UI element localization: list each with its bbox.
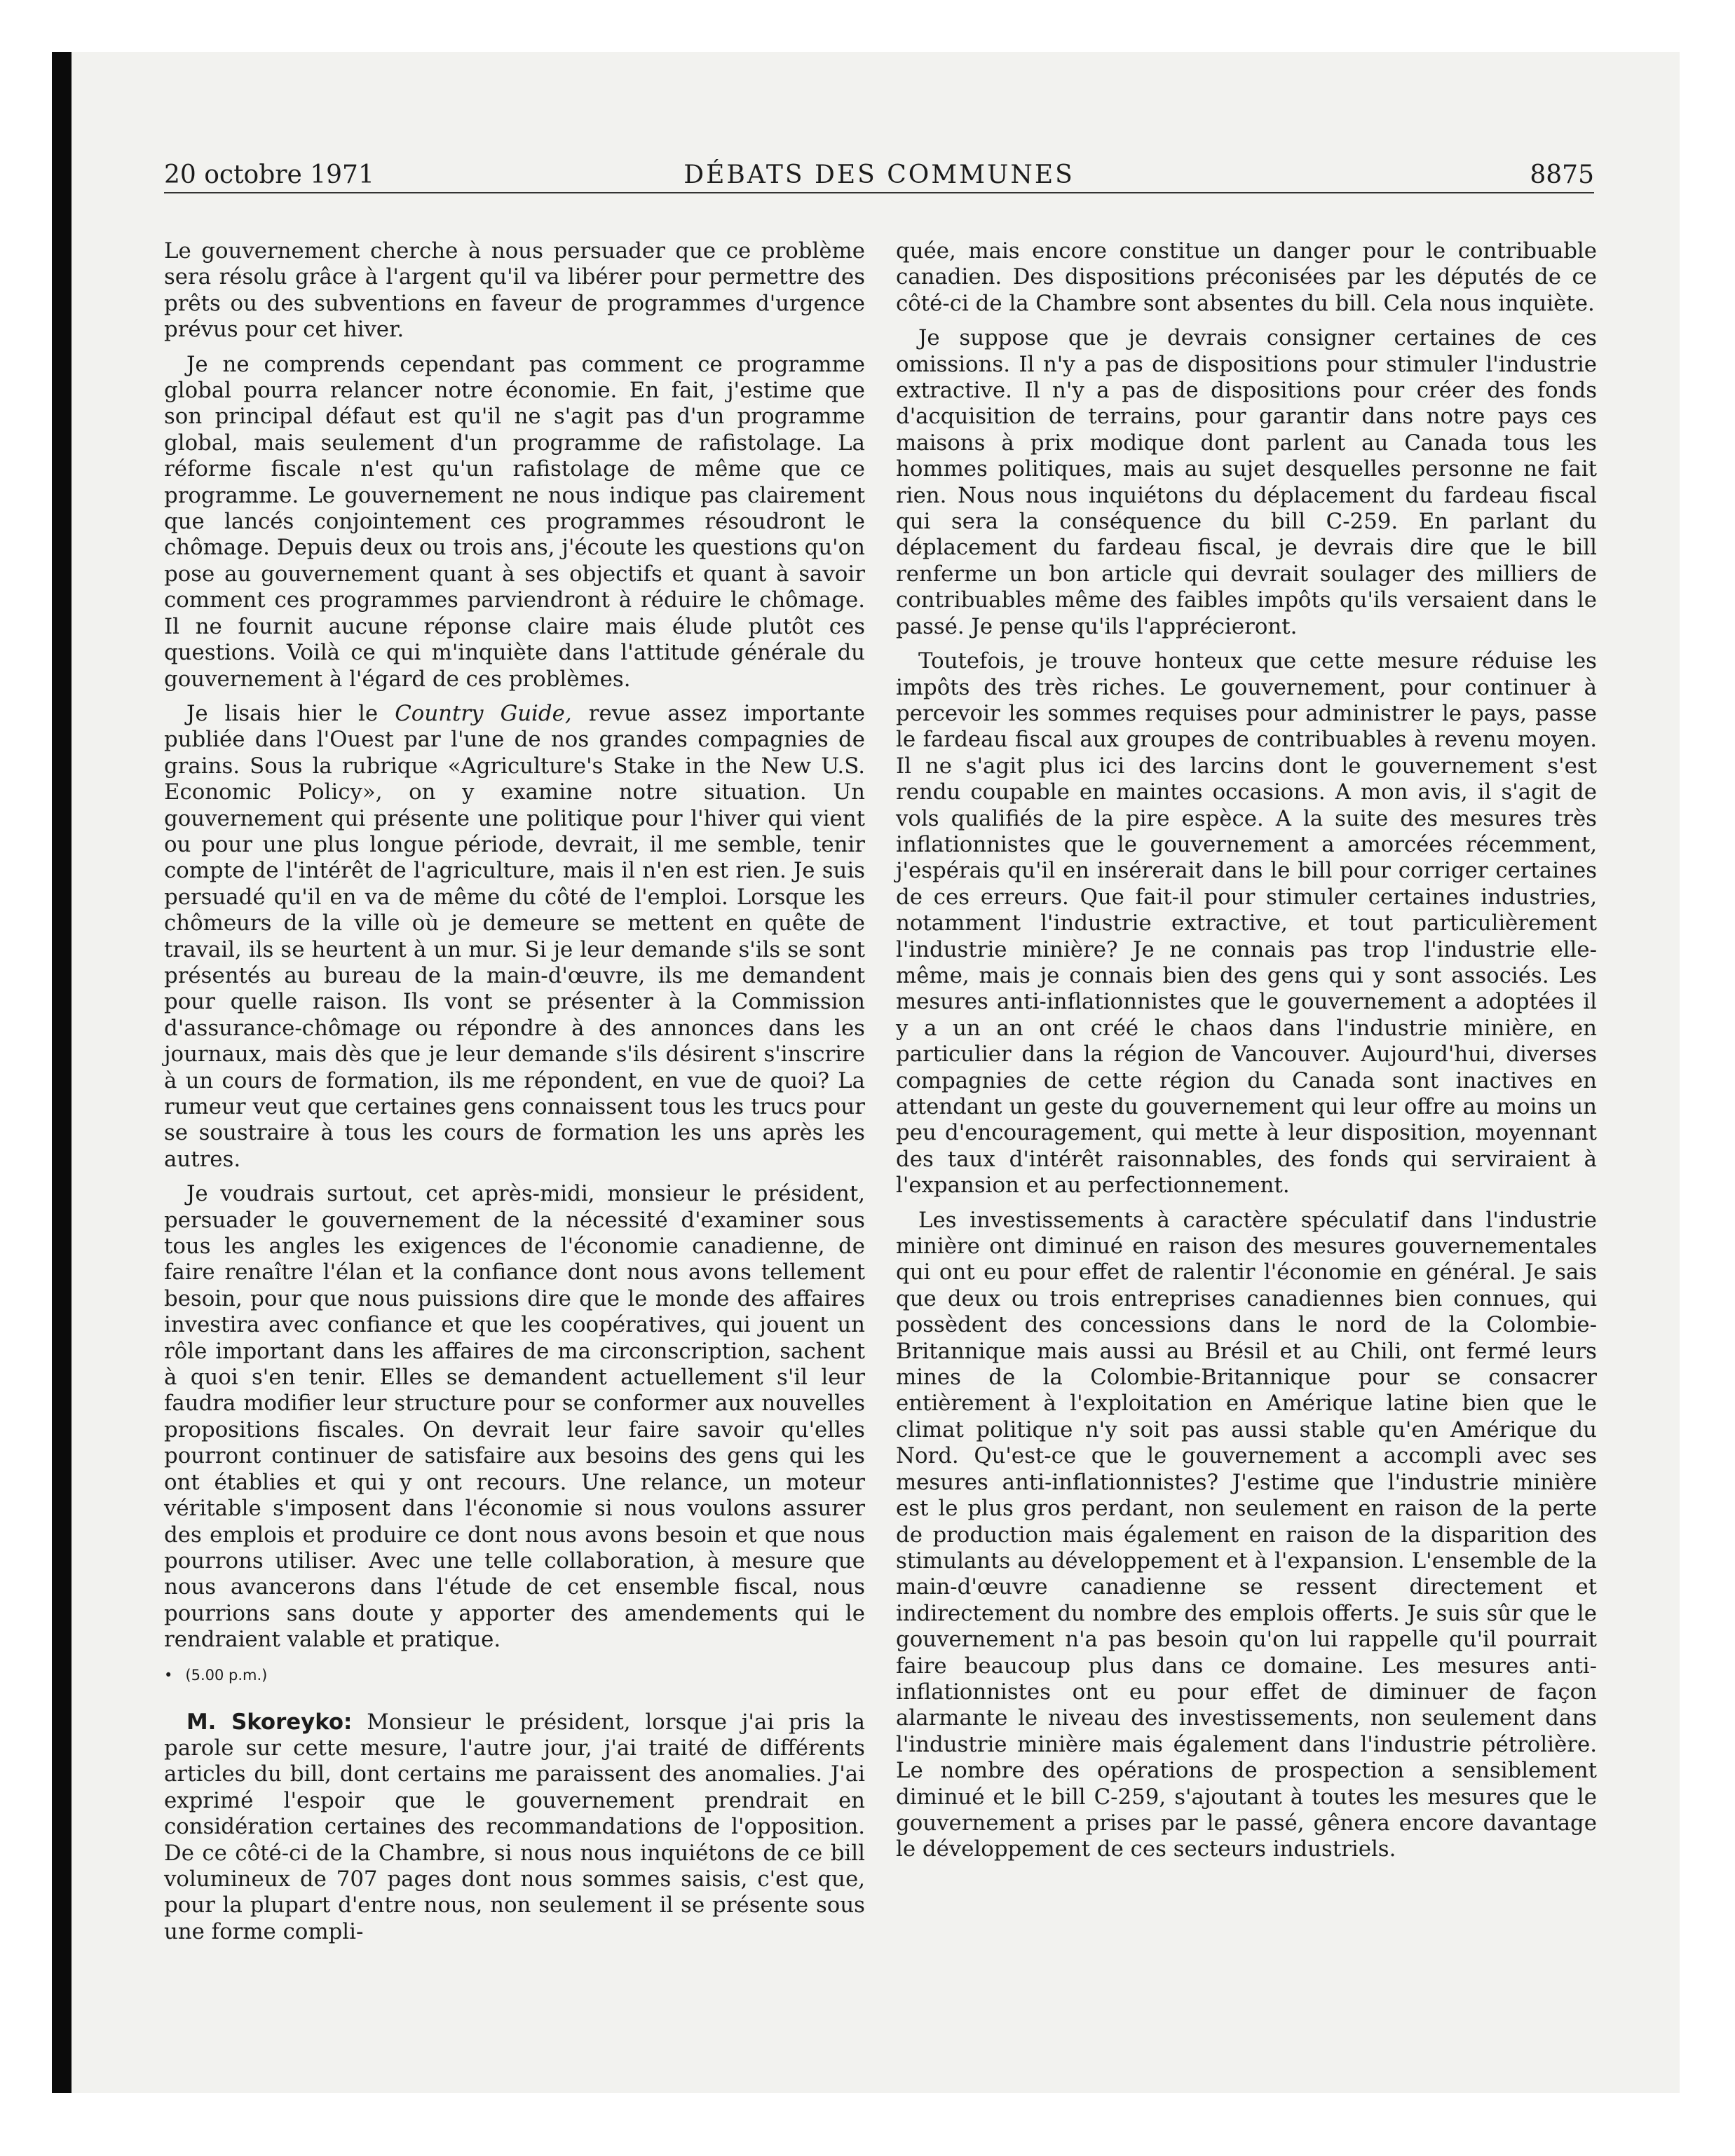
speaker-name: M. Skoreyko:	[186, 1709, 353, 1735]
paragraph: Les investissements à caractère spéculatif dans l'industrie minière ont diminué en raison des mesures gouvernementales qui ont eu pour effet de ralentir l'économie en général. Je sais que deux ou trois entreprises canadiennes bien connues, qui possèdent des concessions dans le nord de la Colombie-Britannique mais aussi au Brésil et au Chili, ont fermé leurs mines de la Colombie-Britannique pour se consacrer entièrement à l'exploitation en Amérique latine bien que le climat politique n'y soit pas aussi stable qu'en Amérique du Nord. Qu'est-ce que le gouvernement a accompli avec ses mesures anti-inflationnistes? J'estime que l'industrie minière est le plus gros perdant, non seulement en raison de la perte de production mais également en raison de la disparition des stimulants au développement et à l'expansion. L'ensemble de la main-d'œuvre canadienne se ressent directement et indirectement du nombre des emplois offerts. Je suis sûr que le gouvernement n'a pas besoin qu'on lui rappelle qu'il pourrait faire beaucoup plus dans ce domaine. Les mesures anti-inflationnistes ont eu pour effet de diminuer de façon alarmante le niveau des investissements, non seulement dans l'industrie minière mais également dans l'industrie pétrolière. Le nombre des opérations de prospection a sensiblement diminué et le bill C-259, s'ajoutant à toutes les mesures que le gouvernement a prises par le passé, gênera encore davantage le développement de ces secteurs industriels.	[896, 1207, 1597, 1862]
paragraph	[164, 701, 865, 1173]
paragraph: quée, mais encore constitue un danger pour le contribuable canadien. Des dispositions préconisées par les députés de ce côté-ci de la Chambre sont absentes du bill. Cela nous inquiète.	[896, 238, 1597, 316]
bullet-icon: •	[164, 1666, 173, 1684]
paragraph-text: Je lisais hier le	[186, 700, 395, 726]
paragraph-text: Monsieur le président, lorsque j'ai pris la parole sur cette mesure, l'autre jour, j'ai traité de différents articles du bill, dont certains me paraissent des anomalies. J'ai exprimé l'espoir que le gouvernement prendrait en considération certaines des recommandations de l'opposition. De ce côté-ci de la Chambre, si nous nous inquiétons de ce bill volumineux de 707 pages dont nous sommes saisis, c'est que, pour la plupart d'entre nous, non seulement il se présente sous une forme compli-	[164, 1709, 865, 1944]
left-column	[164, 238, 865, 1953]
page-header	[164, 154, 1594, 193]
paragraph: Je voudrais surtout, cet après-midi, monsieur le président, persuader le gouvernement de la nécessité d'examiner sous tous les angles les exigences de l'économie canadienne, de faire renaître l'élan et la confiance dont nous avons tellement besoin, pour que nous puissions dire que le monde des affaires investira avec confiance et que les coopératives, qui jouent un rôle important dans les affaires de ma circonscription, sachent à quoi s'en tenir. Elles se demandent actuellement s'il leur faudra modifier leur structure pour se conformer aux nouvelles propositions fiscales. On devrait leur faire savoir qu'elles pourront continuer de satisfaire aux besoins des gens qui les ont établies et qui y ont recours. Une relance, un moteur véritable s'imposent dans l'économie si nous voulons assurer des emplois et produire ce dont nous avons besoin et que nous pourrons utiliser. Avec une telle collaboration, à mesure que nous avancerons dans l'étude de cet ensemble fiscal, nous pourrions sans doute y apporter des amendements qui le rendraient valable et pratique.	[164, 1181, 865, 1653]
publication-title: Country Guide,	[395, 700, 572, 726]
paragraph-text: revue assez importante publiée dans l'Ouest par l'une de nos grandes compagnies de grains. Sous la rubrique «Agriculture's Stake in the New U.S. Economic Policy», on y examine notre situation. Un gouvernement qui présente une politique pour l'hiver qui vient ou pour une plus longue période, devrait, il me semble, tenir compte de l'intérêt de l'agriculture, mais il n'en est rien. Je suis persuadé qu'il en va de même du côté de l'emploi. Lorsque les chômeurs de la ville où je demeure se mettent en quête de travail, ils se heurtent à un mur. Si je leur demande s'ils se sont présentés au bureau de la main-d'œuvre, ils me demandent pour quelle raison. Ils vont se présenter à la Commission d'assurance-chômage ou répondre à des annonces dans les journaux, mais dès que je leur demande s'ils désirent s'inscrire à un cours de formation, ils me répondent, en vue de quoi? La rumeur veut que certaines gens connaissent tous les trucs pour se soustraire à tous les cours de formation les uns après les autres.	[164, 700, 865, 1172]
header-page-number: 8875	[1530, 161, 1594, 189]
paragraph: Toutefois, je trouve honteux que cette mesure réduise les impôts des très riches. Le gouvernement, pour continuer à percevoir les sommes requises pour administrer le pays, passe le fardeau fiscal aux groupes de contribuables à revenu moyen. Il ne s'agit plus ici des larcins dont le gouvernement s'est rendu coupable en maintes occasions. A mon avis, il s'agit de vols qualifiés de la pire espèce. A la suite des mesures très inflationnistes que le gouvernement a amorcées récemment, j'espérais qu'il en insérerait dans le bill pour corriger certaines de ces erreurs. Que fait-il pour stimuler certaines industries, notamment l'industrie extractive, et tout particulièrement l'industrie minière? Je ne connais pas trop l'industrie elle-même, mais je connais bien des gens qui y sont associés. Les mesures anti-inflationnistes que le gouvernement a adoptées il y a un an ont créé le chaos dans l'industrie minière, en particulier dans la région de Vancouver. Aujourd'hui, diverses compagnies de cette région du Canada sont inactives en attendant un geste du gouvernement qui leur offre au moins un peu d'encouragement, qui mette à leur disposition, moyennant des taux d'intérêt raisonnables, des fonds qui serviraient à l'expansion et au perfectionnement.	[896, 648, 1597, 1199]
scan-binding-edge	[52, 52, 72, 2093]
paragraph: Je ne comprends cependant pas comment ce programme global pourra relancer notre économie. En fait, j'estime que son principal défaut est qu'il ne s'agit pas d'un programme global, mais seulement d'un programme de rafistolage. La réforme fiscale n'est qu'un rafistolage de même que ce programme. Le gouvernement ne nous indique pas clairement que lancés conjointement ces programmes résoudront le chômage. Depuis deux ou trois ans, j'écoute les questions qu'on pose au gouvernement quant à ses objectifs et quant à savoir comment ces programmes parviendront à réduire le chômage. Il ne fournit aucune réponse claire mais élude plutôt ces questions. Voilà ce qui m'inquiète dans l'attitude générale du gouvernement à l'égard de ces problèmes.	[164, 351, 865, 692]
paragraph	[164, 1710, 865, 1946]
paragraph: Le gouvernement cherche à nous persuader que ce problème sera résolu grâce à l'argent qu'il va libérer pour permettre des prêts ou des subventions en faveur de programmes d'urgence prévus pour cet hiver.	[164, 238, 865, 343]
header-date: 20 octobre 1971	[164, 161, 374, 189]
paragraph: Je suppose que je devrais consigner certaines de ces omissions. Il n'y a pas de dispositions pour stimuler l'industrie extractive. Il n'y a pas de dispositions pour créer des fonds d'acquisition de terrains, pour garantir dans notre pays ces maisons à prix modique dont parlent au Canada tous les hommes politiques, mais au sujet desquelles personne ne fait rien. Nous nous inquiétons du déplacement du fardeau fiscal qui sera la conséquence du bill C-259. En parlant du déplacement du fardeau fiscal, je devrais dire que le bill renferme un bon article qui devrait soulager des milliers de contribuables même des faibles impôts qu'ils versaient dans le passé. Je pense qu'ils l'apprécieront.	[896, 325, 1597, 639]
timestamp	[164, 1666, 865, 1684]
header-title: DÉBATS DES COMMUNES	[683, 161, 1075, 189]
right-column	[896, 238, 1597, 1871]
timestamp-text: (5.00 p.m.)	[185, 1666, 268, 1684]
